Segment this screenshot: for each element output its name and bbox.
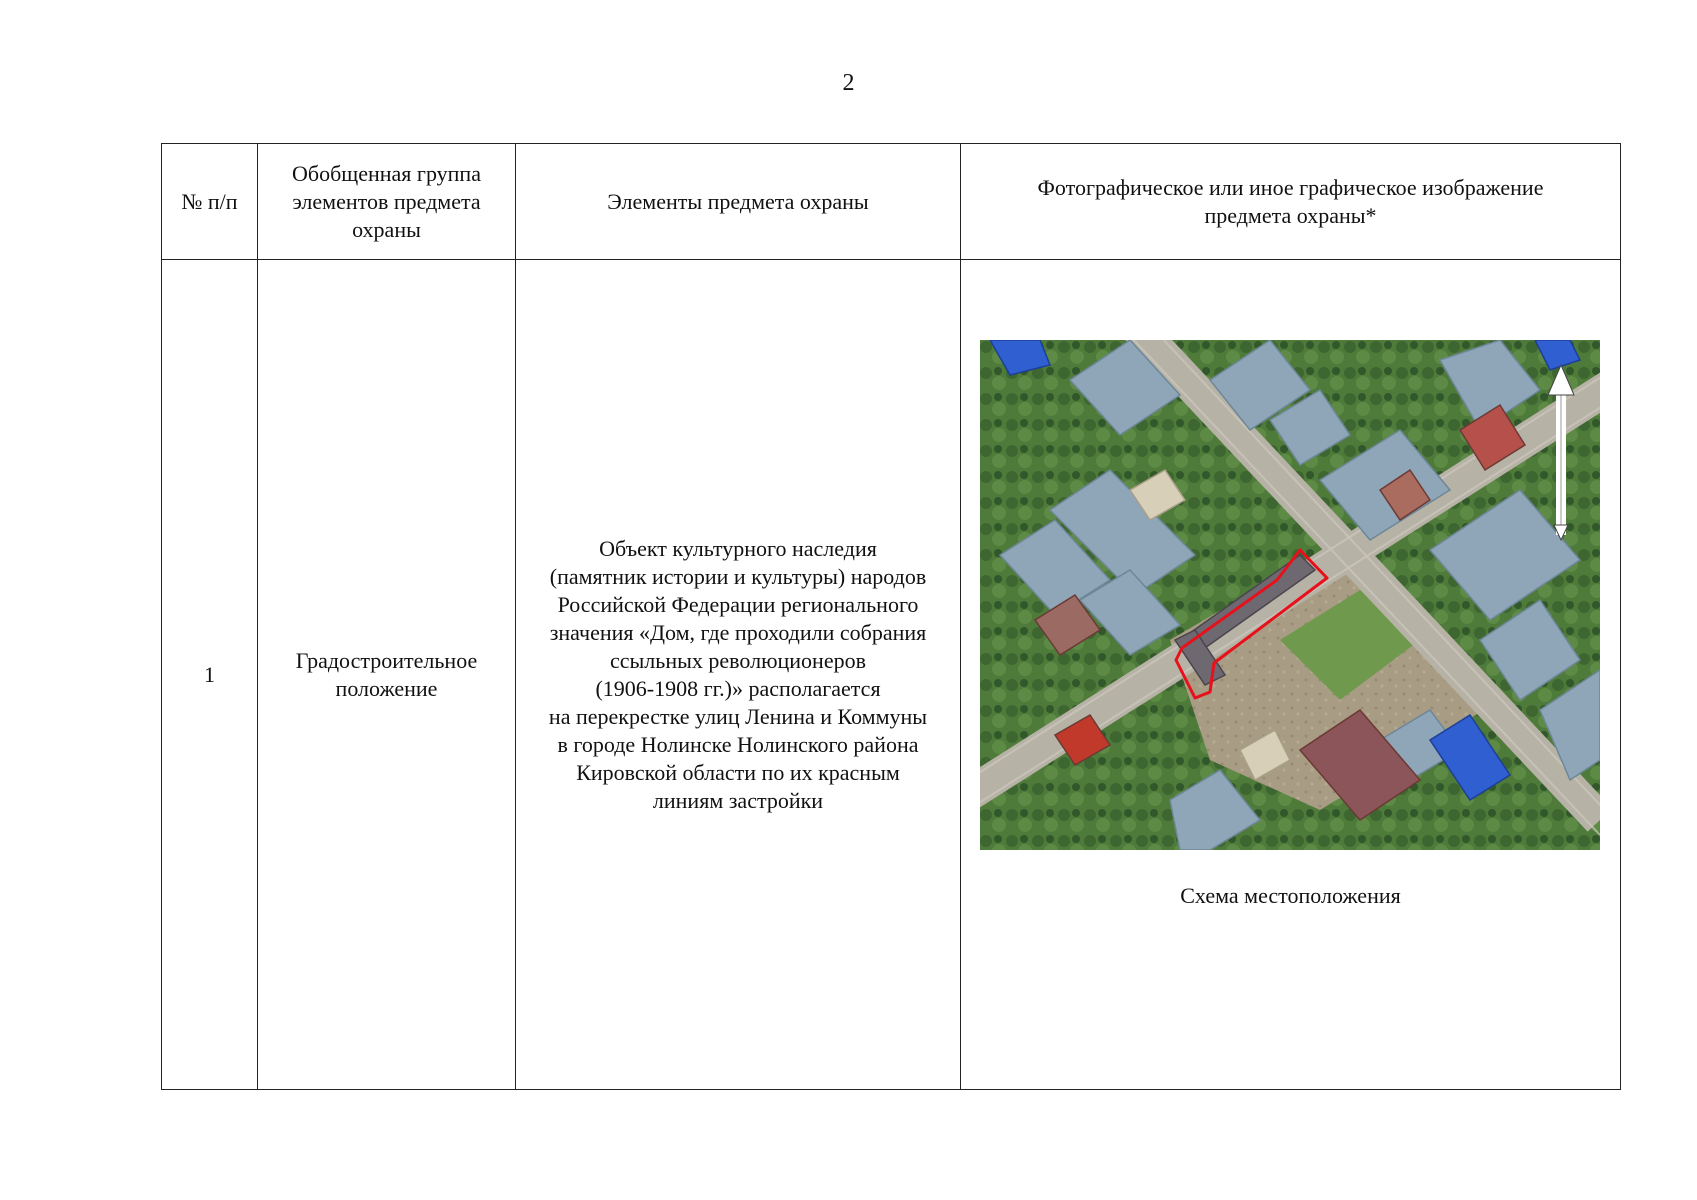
table-header-row — [162, 144, 1621, 260]
header-number: № п/п — [162, 144, 258, 260]
elements-line: Кировской области по их красным — [576, 759, 900, 785]
elements-line: (1906-1908 гг.)» располагается — [595, 675, 881, 701]
protection-subject-table — [161, 143, 1621, 1090]
elements-line: значения «Дом, где проходили собрания — [549, 619, 927, 645]
row-number: 1 — [162, 260, 258, 1090]
satellite-map — [980, 340, 1600, 850]
elements-line: ссыльных революционеров — [610, 647, 866, 673]
elements-line: линиям застройки — [652, 787, 824, 813]
page-number: 2 — [842, 70, 855, 96]
header-elements: Элементы предмета охраны — [516, 144, 961, 260]
row-image-cell — [961, 260, 1621, 1090]
image-caption: Схема местоположения — [1180, 883, 1401, 908]
table-row — [162, 260, 1621, 1090]
elements-line: на перекрестке улиц Ленина и Коммуны — [548, 703, 928, 729]
elements-line: (памятник истории и культуры) народов — [549, 563, 927, 589]
elements-line: Российской Федерации регионального — [557, 591, 919, 617]
row-group: Градостроительное положение — [258, 260, 516, 1090]
elements-line: в городе Нолинске Нолинского района — [557, 731, 919, 757]
header-image: Фотографическое или иное графическое изображение предмета охраны* — [961, 144, 1621, 260]
elements-line: Объект культурного наследия — [599, 535, 877, 561]
header-group: Обобщенная группа элементов предмета охраны — [258, 144, 516, 260]
row-elements — [516, 260, 961, 1090]
